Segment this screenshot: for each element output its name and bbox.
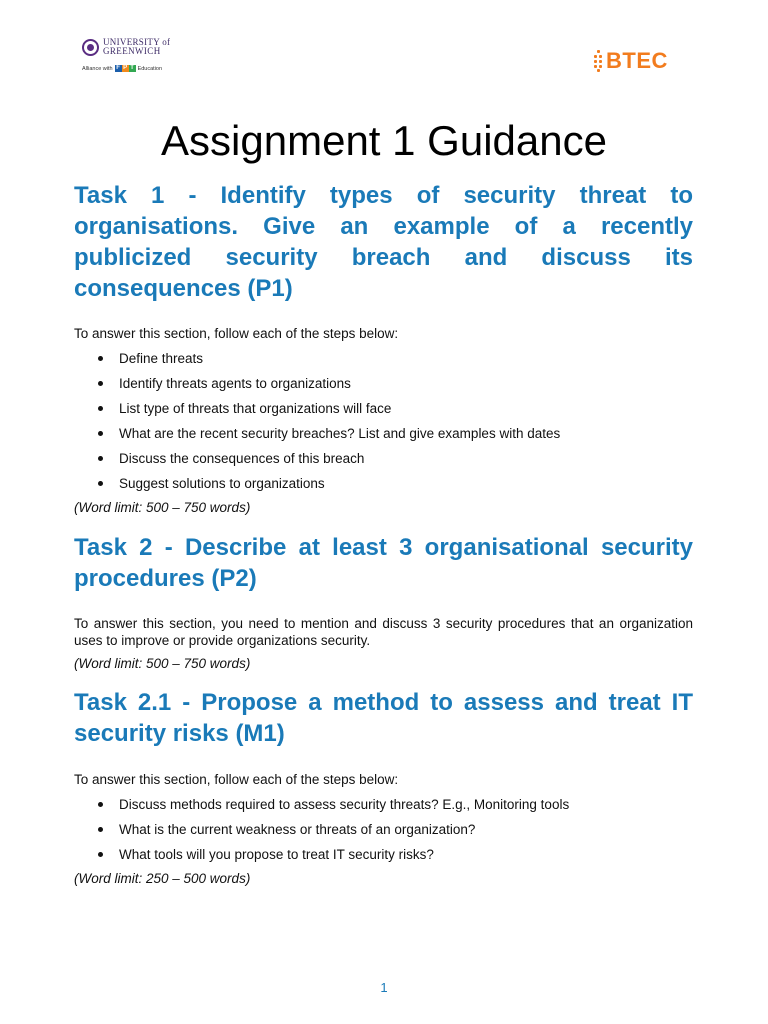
bullet-icon: [98, 827, 103, 832]
fpt-letter-p: P: [123, 65, 128, 71]
task1-intro: To answer this section, follow each of the steps below:: [74, 326, 399, 341]
task1-heading: Task 1 - Identify types of security threat to organisations. Give an example of a recently publicized security breach and discuss its consequences (P1): [74, 182, 693, 302]
btec-text: BTEC: [606, 48, 668, 73]
task21-word-limit: (Word limit: 250 – 500 words): [74, 871, 251, 886]
list-item: What tools will you propose to treat IT security risks?: [74, 846, 693, 871]
list-item: Suggest solutions to organizations: [74, 475, 693, 500]
university-crest-icon: [82, 39, 99, 56]
fpt-letter-f: F: [116, 65, 120, 71]
task21-steps-list: [74, 796, 693, 871]
list-item: What are the recent security breaches? List and give examples with dates: [74, 425, 693, 450]
task21-intro: To answer this section, follow each of the steps below:: [74, 772, 399, 787]
bullet-icon: [98, 802, 103, 807]
list-item: Define threats: [74, 350, 693, 375]
bullet-icon: [98, 456, 103, 461]
list-item: Discuss methods required to assess security threats? E.g., Monitoring tools: [74, 796, 693, 821]
university-name-line2: GREENWICH: [103, 46, 161, 56]
list-item: Identify threats agents to organizations: [74, 375, 693, 400]
btec-logo: [594, 47, 668, 75]
bullet-icon: [98, 381, 103, 386]
alliance-prefix: Alliance with: [82, 65, 113, 72]
list-item: List type of threats that organizations will face: [74, 400, 693, 425]
alliance-line: [82, 65, 182, 72]
fpt-logo: [115, 65, 136, 72]
task1-word-limit: (Word limit: 500 – 750 words): [74, 500, 251, 515]
page-number: 1: [380, 980, 388, 995]
task2-intro: To answer this section, you need to mention and discuss 3 security procedures that an organization uses to improve or provide organizations security.: [74, 616, 693, 648]
university-logo: [82, 38, 182, 84]
bullet-icon: [98, 431, 103, 436]
alliance-suffix: Education: [137, 65, 163, 72]
task21-heading: Task 2.1 - Propose a method to assess and treat IT security risks (M1): [74, 689, 693, 747]
university-name-line1: UNIVERSITY of: [103, 37, 171, 47]
bullet-icon: [98, 406, 103, 411]
page-title: Assignment 1 Guidance: [161, 117, 607, 164]
fpt-letter-t: T: [130, 65, 134, 71]
btec-dots-icon: [594, 50, 603, 72]
list-item: Discuss the consequences of this breach: [74, 450, 693, 475]
bullet-icon: [98, 481, 103, 486]
task2-heading: Task 2 - Describe at least 3 organisational security procedures (P2): [74, 534, 693, 592]
task2-word-limit: (Word limit: 500 – 750 words): [74, 656, 251, 671]
bullet-icon: [98, 852, 103, 857]
bullet-icon: [98, 356, 103, 361]
list-item: What is the current weakness or threats of an organization?: [74, 821, 693, 846]
task1-steps-list: [74, 350, 693, 500]
